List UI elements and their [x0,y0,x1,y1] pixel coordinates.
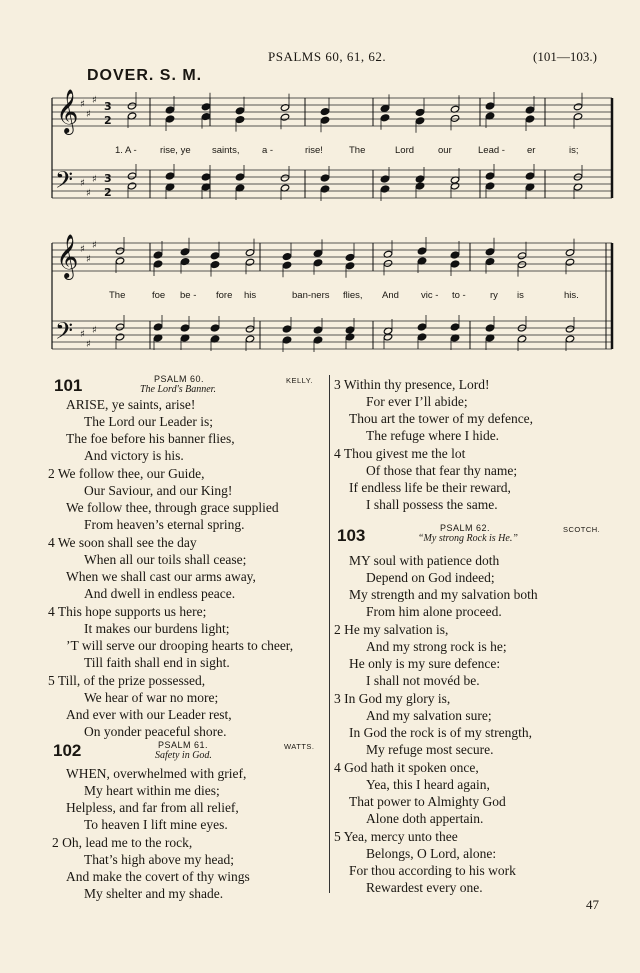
note-head [313,326,322,334]
hymn-author-102: WATTS. [284,742,315,751]
lyric-syllable: vic - [421,290,439,301]
note-head [313,249,322,257]
note-head [153,251,162,259]
lyric-syllable: ban-ners [292,290,330,301]
sharp-icon: ♯ [80,99,85,110]
note-head [245,325,254,333]
sharp-icon: ♯ [86,109,91,120]
note-head [201,173,210,181]
note-head [210,324,219,332]
note-head [313,336,322,344]
left-column-verse-line: 4 This hope supports us here; [48,604,207,619]
running-head-title: PSALMS 60, 61, 62. [268,49,387,64]
note-head [485,182,494,190]
right-column-verse-line: Rewardest every one. [366,880,483,895]
note-head [320,185,329,193]
note-head [345,262,354,270]
note-head [282,325,291,333]
right-column-verse-line: Alone doth appertain. [366,811,484,826]
note-head [485,248,494,256]
psalm-heading-61: PSALM 61. [158,740,209,750]
right-column-verse-line: For ever I’ll abide; [366,394,468,409]
sharp-icon: ♯ [92,174,97,185]
right-column-verse-line: Belongs, O Lord, alone: [366,846,497,861]
page-number: 47 [586,897,599,912]
right-column-verse-line: That power to Almighty God [349,794,506,809]
sharp-icon: ♯ [80,329,85,340]
left-column-verse-line: ’T will serve our drooping hearts to cheer, [66,638,294,653]
left-column-verse-line: ARISE, ye saints, arise! [66,397,196,412]
lyric-syllable: our [438,145,452,156]
right-column-verse-line: From him alone proceed. [366,604,502,619]
lyric-syllable: Lead - [478,145,505,156]
note-head [517,252,526,260]
note-head [235,173,244,181]
note-head [127,182,136,190]
note-head [417,323,426,331]
left-column-verse-line: Till faith shall end in sight. [84,655,230,670]
note-head [525,106,534,114]
left-column-verse-line: WHEN, overwhelmed with grief, [66,766,247,781]
right-column-verse-line: Thou art the tower of my defence, [349,411,534,426]
left-column-verse-line: My shelter and my shade. [84,886,224,901]
note-head [345,326,354,334]
bass-clef-icon: 𝄢 [55,317,74,350]
note-head [280,113,289,121]
note-head [450,251,459,259]
lyric-syllable: is [517,290,524,301]
right-column-verse-line: He only is my sure defence: [349,656,501,671]
lyric-syllable: The [109,290,126,301]
note-head [282,253,291,261]
sharp-icon: ♯ [80,178,85,189]
lyric-syllable: rise! [305,145,323,156]
treble-clef-icon: 𝄞 [56,234,79,278]
note-head [380,175,389,183]
right-column-verse-line: 4 God hath it spoken once, [334,760,479,775]
left-column-verse-line: When we shall cast our arms away, [66,569,256,584]
left-column-verse-line: We hear of war no more; [84,690,219,705]
note-head [320,116,329,124]
note-head [485,172,494,180]
lyric-syllable: 1. A - [115,145,137,156]
lyric-syllable: is; [569,145,579,156]
left-column-verse-line: To heaven I lift mine eyes. [84,817,228,832]
right-column-verse-line: And my strong rock is he; [366,639,507,654]
note-head [313,259,322,267]
left-column-verse-line: It makes our burdens light; [84,621,230,636]
music-score [0,0,640,360]
lyric-syllable: foe [152,290,166,301]
right-column-verse-line: 4 Thou givest me the lot [334,446,466,461]
left-column-verse-line: And ever with our Leader rest, [66,707,232,722]
hymn-number-101: 101 [54,376,83,395]
note-head [383,333,392,341]
right-column-verse-line: If endless life be their reward, [349,480,511,495]
note-head [565,258,574,266]
note-head [525,115,534,123]
left-column-verse-line: When all our toils shall cease; [84,552,247,567]
note-head [282,261,291,269]
lyric-syllable: his [244,290,257,301]
note-head [345,333,354,341]
treble-clef-icon: 𝄞 [56,89,79,133]
note-head [115,323,124,331]
hymn-author-103: SCOTCH. [563,525,601,534]
left-column-verse-line: 2 Oh, lead me to the rock, [52,835,193,850]
note-head [165,106,174,114]
sharp-icon: ♯ [92,325,97,336]
note-head [235,116,244,124]
note-head [180,324,189,332]
right-column-verse-line: Depend on God indeed; [366,570,495,585]
note-head [165,115,174,123]
hymn-number-103: 103 [337,526,366,545]
note-head [115,247,124,255]
lyric-syllable: rise, ye [160,145,191,156]
lyric-syllable: be - [180,290,197,301]
note-head [417,247,426,255]
right-column-verse-line: MY soul with patience doth [349,553,500,568]
note-head [282,336,291,344]
sharp-icon: ♯ [86,188,91,199]
note-head [320,174,329,182]
hymn-subtitle-101: The Lord's Banner. [140,384,216,395]
left-column-verse-line: From heaven’s eternal spring. [84,517,245,532]
note-head [165,172,174,180]
lyric-syllable: fore [216,290,233,301]
right-column-verse-line: I shall not movéd be. [366,673,480,688]
left-column-verse-line: My heart within me dies; [84,783,220,798]
note-head [245,258,254,266]
note-head [115,333,124,341]
note-head [153,260,162,268]
note-head [450,260,459,268]
hymn-subtitle-103: “My strong Rock is He.” [418,533,518,544]
bass-clef-icon: 𝄢 [55,166,74,199]
right-column-verse-line: Yea, this I heard again, [366,777,490,792]
note-head [417,333,426,341]
hymn-author-101: KELLY. [286,376,313,385]
lyric-syllable: ry [490,290,498,301]
left-column-verse-line: 5 Till, of the prize possessed, [48,673,206,688]
note-head [201,103,210,111]
note-head [415,117,424,125]
left-column-verse-line: That’s high above my head; [84,852,234,867]
note-head [127,172,136,180]
sharp-icon: ♯ [86,339,91,350]
running-head-range: (101—103.) [533,49,597,64]
right-column-verse-line: The refuge where I hide. [366,428,500,443]
lyric-syllable: his. [564,290,579,301]
right-column-verse-line: And my salvation sure; [366,708,492,723]
note-head [517,261,526,269]
lyric-syllable: saints, [212,145,240,156]
note-head [573,103,582,111]
right-column-verse-line: Of those that fear thy name; [366,463,518,478]
note-head [450,182,459,190]
lyric-syllable: Lord [395,145,415,156]
sharp-icon: ♯ [92,240,97,251]
psalm-heading-62: PSALM 62. [440,523,491,533]
note-head [380,185,389,193]
left-column-verse-line: The Lord our Leader is; [84,414,213,429]
right-column-verse-line: In God the rock is of my strength, [349,725,532,740]
right-column-verse-line: For thou according to his work [349,863,516,878]
sharp-icon: ♯ [92,95,97,106]
time-signature: 2 [104,114,112,127]
note-head [235,107,244,115]
sharp-icon: ♯ [86,254,91,265]
lyric-syllable: to - [452,290,466,301]
note-head [127,102,136,110]
note-head [345,253,354,261]
note-head [450,114,459,122]
left-column-verse-line: 4 We soon shall see the day [48,535,197,550]
time-signature: 3 [104,100,112,113]
right-column-verse-line: I shall possess the same. [366,497,498,512]
lyric-syllable: flies, [343,290,363,301]
note-head [210,261,219,269]
note-head [153,323,162,331]
left-column-verse-line: And make the covert of thy wings [66,869,250,884]
note-head [525,172,534,180]
sharp-icon: ♯ [80,244,85,255]
left-column-verse-line: We follow thee, through grace supplied [66,500,279,515]
right-column-verse-line: 5 Yea, mercy unto thee [334,829,458,844]
note-head [485,102,494,110]
lyric-syllable: The [349,145,366,156]
left-column-verse-line: Helpless, and far from all relief, [66,800,239,815]
tune-name: DOVER. S. M. [87,67,203,84]
note-head [565,325,574,333]
left-column-verse-line: Our Saviour, and our King! [84,483,233,498]
hymn-number-102: 102 [53,741,82,760]
note-head [380,114,389,122]
psalm-heading-60: PSALM 60. [154,374,205,384]
hymn-subtitle-102: Safety in God. [155,750,212,761]
lyric-syllable: a - [262,145,274,156]
note-head [415,108,424,116]
right-column-verse-line: 2 He my salvation is, [334,622,449,637]
column-divider [329,375,330,893]
right-column-verse-line: 3 Within thy presence, Lord! [334,377,490,392]
right-column-verse-line: My strength and my salvation both [349,587,538,602]
note-head [380,104,389,112]
left-column-verse-line: And dwell in endless peace. [84,586,236,601]
time-signature: 2 [104,186,112,199]
note-head [450,323,459,331]
note-head [320,108,329,116]
left-column-verse-line: The foe before his banner flies, [66,431,235,446]
right-column-verse-line: My refuge most secure. [366,742,494,757]
note-head [415,182,424,190]
note-head [180,248,189,256]
lyric-syllable: And [382,290,399,301]
note-head [210,252,219,260]
note-head [383,259,392,267]
left-column-verse-line: On yonder peaceful shore. [84,724,227,739]
left-column-verse-line: 2 We follow thee, our Guide, [48,466,205,481]
time-signature: 3 [104,172,112,185]
note-head [280,174,289,182]
note-head [415,175,424,183]
lyric-syllable: er [527,145,536,156]
left-column-verse-line: And victory is his. [84,448,184,463]
right-column-verse-line: 3 In God my glory is, [334,691,451,706]
note-head [485,324,494,332]
